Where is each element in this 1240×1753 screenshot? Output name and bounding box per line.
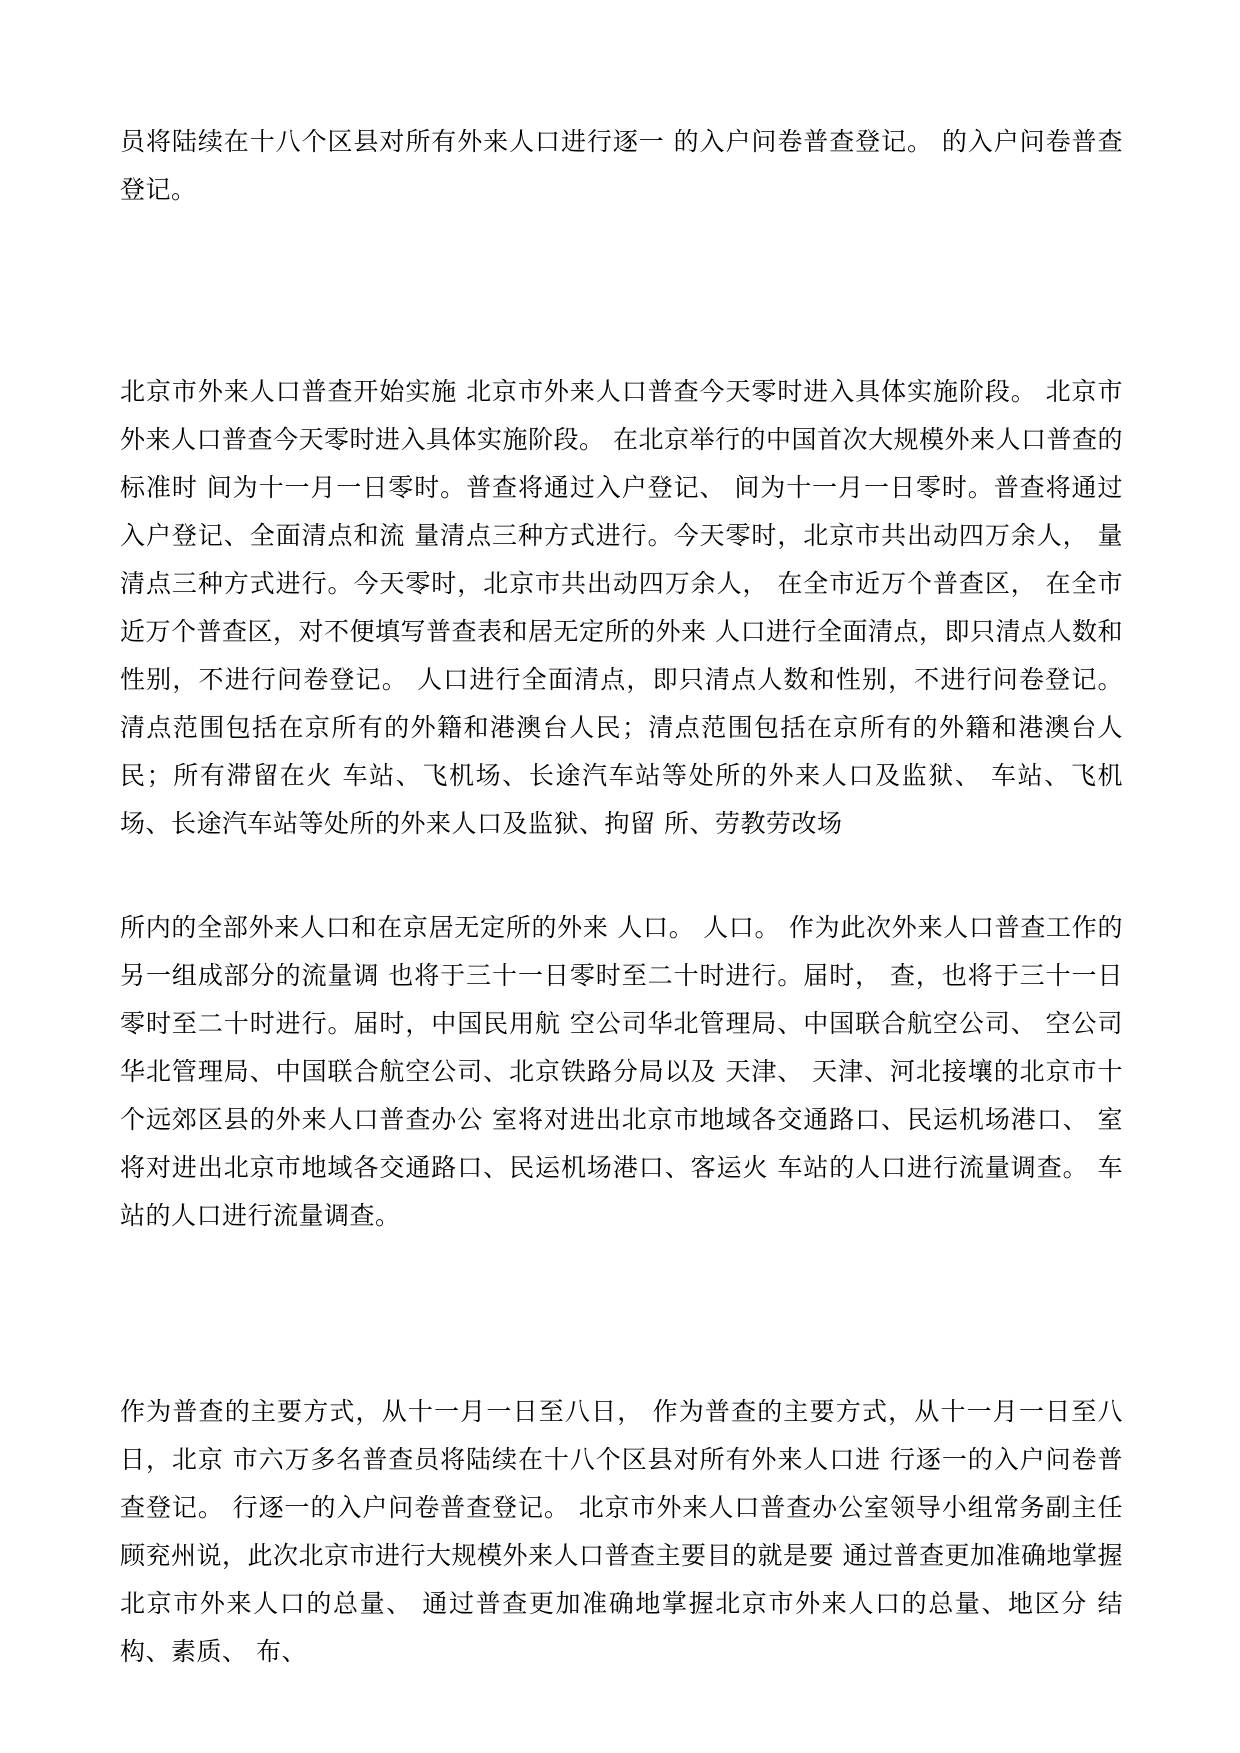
body-paragraph: 作为普查的主要方式，从十一月一日至八日， 作为普查的主要方式，从十一月一日至八日，北京 市六万多名普查员将陆续在十八个区县对所有外来人口进 行逐一的入户问卷普查登记。 行逐一的入户问卷普查登记。 北京市外来人口普查办公室领导小组常务副主任顾兖州说，此次北京市进行大规模外来人口普查主要目的就是要 通过普查更加准确地掌握北京市外来人口的总量、 通过普查更加准确地掌握北京市外来人口的总量、地区分 结构、素质、 布、: [120, 1397, 1123, 1666]
body-paragraph: 北京市外来人口普查开始实施 北京市外来人口普查今天零时进入具体实施阶段。 北京市外来人口普查今天零时进入具体实施阶段。 在北京举行的中国首次大规模外来人口普查的标准时 间为十一月一日零时。普查将通过入户登记、 间为十一月一日零时。普查将通过入户登记、全面清点和流 量清点三种方式进行。今天零时，北京市共出动四万余人， 量清点三种方式进行。今天零时，北京市共出动四万余人， 在全市近万个普查区， 在全市近万个普查区，对不便填写普查表和居无定所的外来 人口进行全面清点，即只清点人数和性别，不进行问卷登记。 人口进行全面清点，即只清点人数和性别，不进行问卷登记。 清点范围包括在京所有的外籍和港澳台人民；清点范围包括在京所有的外籍和港澳台人民；所有滞留在火 车站、飞机场、长途汽车站等处所的外来人口及监狱、 车站、飞机场、长途汽车站等处所的外来人口及监狱、拘留 所、劳教劳改场: [120, 377, 1123, 838]
body-paragraph: 员将陆续在十八个区县对所有外来人口进行逐一 的入户问卷普查登记。 的入户问卷普查登记。: [120, 127, 1123, 204]
body-paragraph: 所内的全部外来人口和在京居无定所的外来 人口。 人口。 作为此次外来人口普查工作的另一组成部分的流量调 也将于三十一日零时至二十时进行。届时， 查，也将于三十一日零时至二十时进行。届时，中国民用航 空公司华北管理局、中国联合航空公司、 空公司华北管理局、中国联合航空公司、北京铁路分局以及 天津、 天津、河北接壤的北京市十个远郊区县的外来人口普查办公 室将对进出北京市地域各交通路口、民运机场港口、 室将对进出北京市地域各交通路口、民运机场港口、客运火 车站的人口进行流量调查。 车站的人口进行流量调查。: [120, 913, 1123, 1230]
